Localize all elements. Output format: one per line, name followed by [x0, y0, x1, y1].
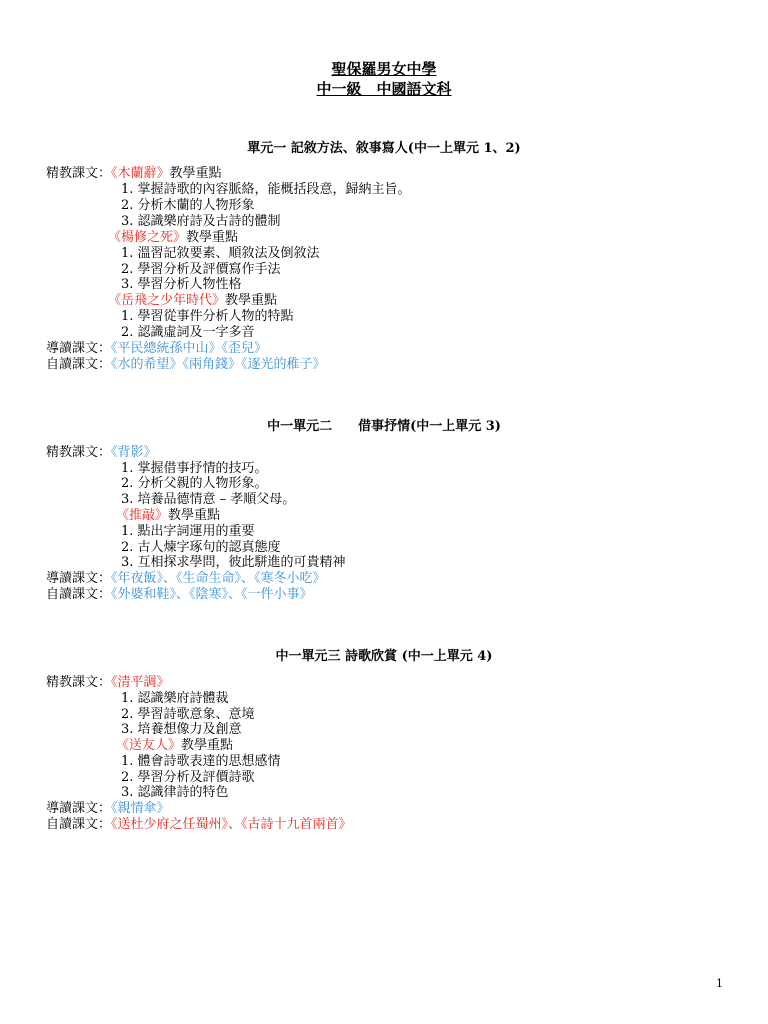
list-item: 3. 培養品德情意 – 孝順父母。 [121, 492, 296, 507]
unit1-text3-line [108, 293, 277, 308]
self-texts: 《送杜少府之任蜀州》、《古詩十九首兩首》 [111, 817, 352, 832]
self-texts: 《水的希望》《兩角錢》《逐光的稚子》 [111, 357, 326, 372]
guided-label: 導讀課文： [46, 801, 112, 816]
list-item: 1. 掌握詩歌的內容脈絡，能概括段意，歸納主旨。 [121, 182, 411, 197]
list-item: 1. 點出字詞運用的重要 [121, 524, 255, 539]
self-label: 自讀課文： [46, 587, 112, 602]
list-item: 3. 認識樂府詩及古詩的體制 [121, 214, 281, 229]
self-label: 自讀課文： [46, 817, 112, 832]
text-suffix: 教學重點 [186, 230, 239, 245]
list-item: 1. 認識樂府詩體裁 [121, 691, 229, 706]
guided-label: 導讀課文： [46, 341, 112, 356]
guided-label: 導讀課文： [46, 571, 112, 586]
text-suffix: 教學重點 [168, 508, 221, 523]
unit2-intensive-line [46, 445, 157, 460]
unit2-guided-line [46, 571, 326, 586]
list-item: 1. 掌握借事抒情的技巧。 [121, 461, 268, 476]
list-item: 2. 學習分析及評價詩歌 [121, 770, 255, 785]
unit3-self-line [46, 817, 352, 832]
school-title: 聖保羅男女中學 [331, 60, 437, 78]
list-item: 2. 分析木蘭的人物形象 [121, 198, 255, 213]
course-title: 中一級 中國語文科 [316, 80, 452, 98]
text-title: 《送友人》 [116, 738, 182, 753]
unit1-heading: 單元一 記敘方法、敘事寫人(中一上單元 1、2) [247, 141, 521, 156]
text-suffix: 教學重點 [169, 166, 222, 181]
intensive-label: 精教課文： [46, 445, 112, 460]
intensive-label: 精教課文： [46, 675, 112, 690]
unit3-guided-line [46, 801, 170, 816]
text-title: 《楊修之死》 [108, 230, 187, 245]
self-texts: 《外婆和鞋》、《陰寒》、《一件小事》 [111, 587, 313, 602]
unit2-heading: 中一單元二 借事抒情(中一上單元 3) [267, 419, 501, 434]
unit2-text2-line [116, 508, 220, 523]
text-title: 《清平調》 [111, 675, 170, 690]
self-label: 自讀課文： [46, 357, 112, 372]
list-item: 3. 學習分析人物性格 [121, 277, 242, 292]
unit1-guided-line [46, 341, 267, 356]
unit3-text2-line [116, 738, 233, 753]
list-item: 2. 認識虛詞及一字多音 [121, 325, 255, 340]
guided-texts: 《年夜飯》、《生命生命》、《寒冬小吃》 [111, 571, 326, 586]
text-suffix: 教學重點 [225, 293, 278, 308]
list-item: 1. 溫習記敘要素、順敘法及倒敘法 [121, 246, 320, 261]
list-item: 2. 學習分析及評價寫作手法 [121, 262, 281, 277]
text-title: 《背影》 [111, 445, 157, 460]
list-item: 2. 古人煉字琢句的認真態度 [121, 540, 281, 555]
list-item: 3. 互相探求學問，彼此駢進的可貴精神 [121, 555, 346, 570]
text-title: 《木蘭辭》 [111, 166, 170, 181]
unit1-intensive-line [46, 166, 222, 181]
unit1-text2-line [108, 230, 238, 245]
list-item: 2. 分析父親的人物形象。 [121, 476, 268, 491]
list-item: 1. 學習從事件分析人物的特點 [121, 309, 294, 324]
text-title: 《推敲》 [116, 508, 169, 523]
unit1-self-line [46, 357, 326, 372]
guided-texts: 《平民總統孫中山》《歪兒》 [111, 341, 268, 356]
text-suffix: 教學重點 [181, 738, 234, 753]
unit3-heading: 中一單元三 詩歌欣賞 (中一上單元 4) [275, 649, 493, 664]
unit2-self-line [46, 587, 313, 602]
text-title: 《岳飛之少年時代》 [108, 293, 226, 308]
list-item: 2. 學習詩歌意象、意境 [121, 707, 255, 722]
unit3-intensive-line [46, 675, 170, 690]
list-item: 3. 認識律詩的特色 [121, 785, 229, 800]
guided-texts: 《親情傘》 [111, 801, 170, 816]
intensive-label: 精教課文： [46, 166, 112, 181]
list-item: 3. 培養想像力及創意 [121, 722, 242, 737]
list-item: 1. 體會詩歌表達的思想感情 [121, 754, 281, 769]
page-number: 1 [716, 977, 723, 990]
